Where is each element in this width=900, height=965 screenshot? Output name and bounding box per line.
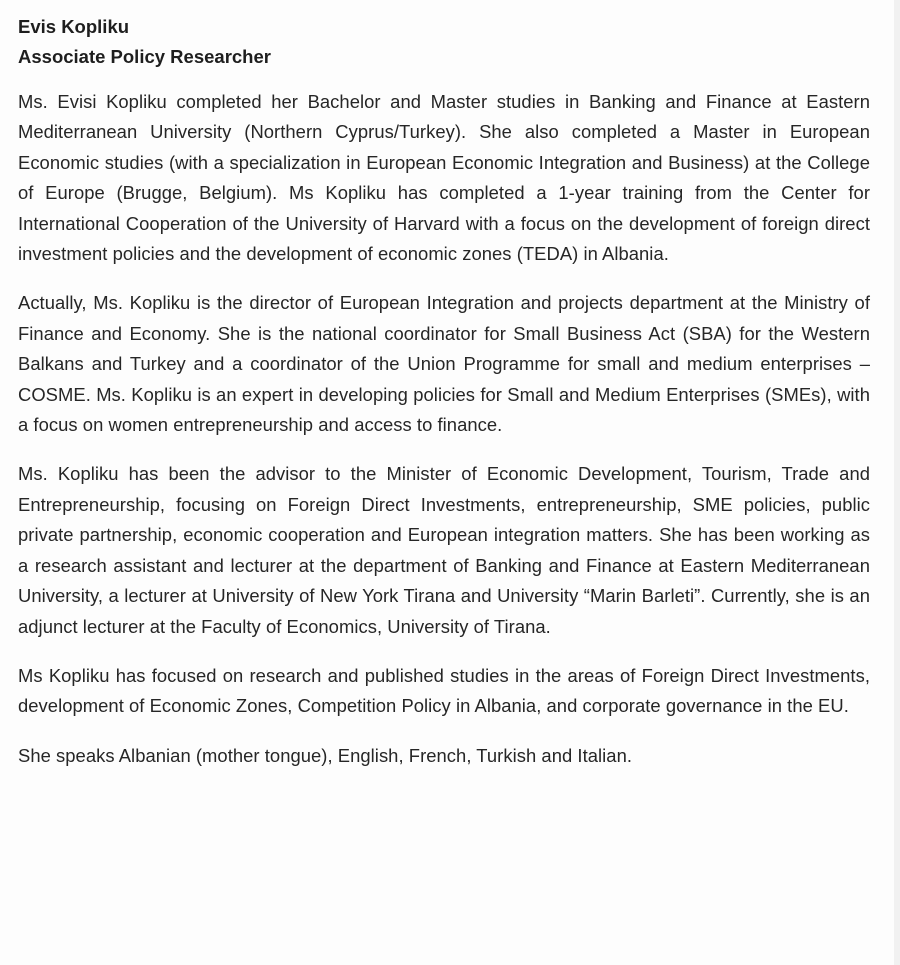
- bio-paragraph-languages: She speaks Albanian (mother tongue), English, French, Turkish and Italian.: [18, 744, 633, 766]
- profile-name: Evis Kopliku: [18, 16, 130, 37]
- bio-paragraph-education: Ms. Evisi Kopliku completed her Bachelor and Master studies in Banking and Finance at Eastern Mediterranean University (Northern Cyprus/Turkey). She also completed a Master in European Economic studies (with a specialization in European Economic Integration and Business) at the College of Europe (Brugge, Belgium). Ms Kopliku has completed a 1-year training from the Center for International Cooperation of the University of Harvard with a focus on the development of foreign direct investment policies and the development of economic zones (TEDA) in Albania.: [18, 91, 870, 265]
- bio-section: [18, 87, 870, 771]
- page-edge-divider: [894, 0, 900, 965]
- profile-role: Associate Policy Researcher: [18, 46, 271, 67]
- bio-paragraph-research: Ms Kopliku has focused on research and published studies in the areas of Foreign Direct Investments, development of Economic Zones, Competition Policy in Albania, and corporate governance in the EU.: [18, 664, 870, 717]
- bio-paragraph-current-role: Actually, Ms. Kopliku is the director of European Integration and projects department at the Ministry of Finance and Economy. She is the national coordinator for Small Business Act (SBA) for the Western Balkans and Turkey and a coordinator of the Union Programme for small and medium enterprises – COSME. Ms. Kopliku is an expert in developing policies for Small and Medium Enterprises (SMEs), with a focus on women entrepreneurship and access to finance.: [18, 292, 870, 436]
- bio-paragraph-experience: Ms. Kopliku has been the advisor to the Minister of Economic Development, Tourism, Trade and Entrepreneurship, focusing on Foreign Direct Investments, entrepreneurship, SME policies, public private partnership, economic cooperation and European integration matters. She has been working as a research assistant and lecturer at the department of Banking and Finance at Eastern Mediterranean University, a lecturer at University of New York Tirana and University “Marin Barleti”. Currently, she is an adjunct lecturer at the Faculty of Economics, University of Tirana.: [18, 463, 870, 637]
